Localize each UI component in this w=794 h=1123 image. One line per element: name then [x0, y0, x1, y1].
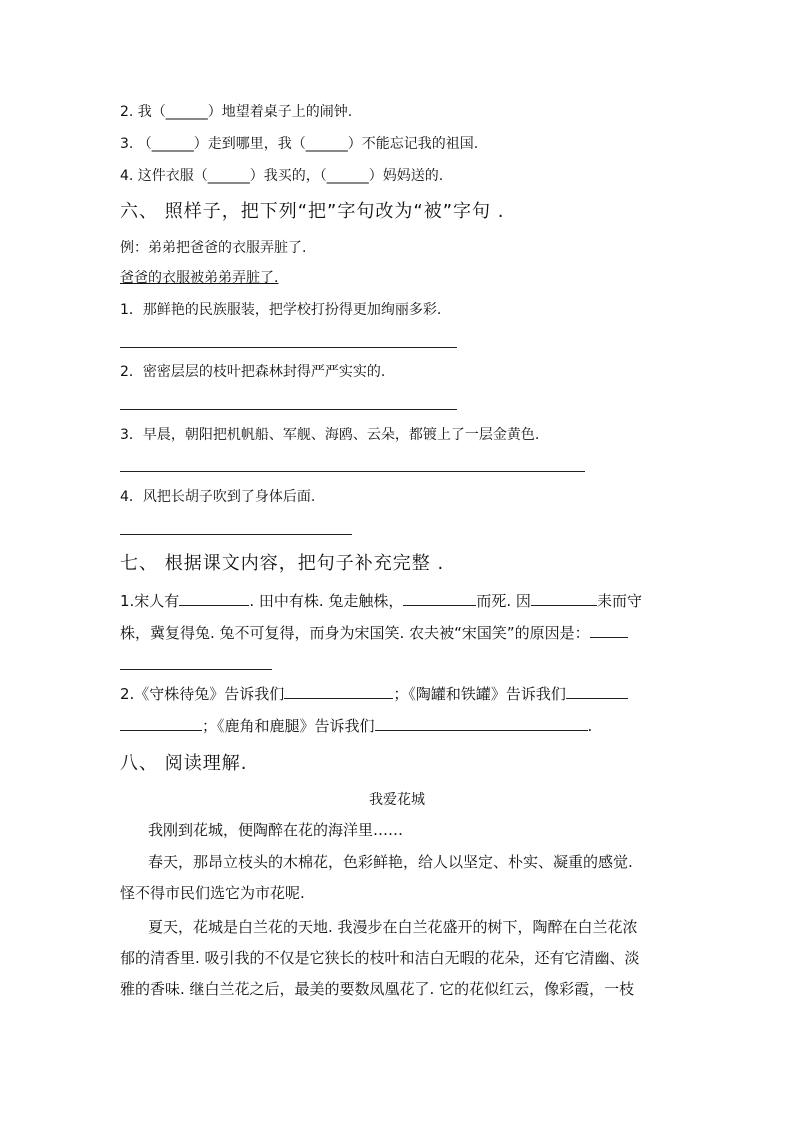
passage-title: 我爱花城 [369, 792, 425, 808]
fill-blank-q3: 3. （______）走到哪里，我（______）不能忘记我的祖国. [120, 136, 479, 152]
section7-heading: 七、 根据课文内容，把句子补充完整 . [120, 553, 445, 574]
blank[interactable] [403, 591, 476, 606]
section6-item-2: 2．密密层层的枝叶把森林封得严严实实的. [120, 364, 386, 380]
blank[interactable] [531, 591, 597, 606]
section6-item-3: 3．早晨，朝阳把机帆船、军舰、海鸥、云朵，都镀上了一层金黄色. [120, 427, 540, 443]
answer-line-2[interactable] [120, 409, 457, 410]
text: 而死. 因 [476, 592, 531, 610]
blank[interactable] [590, 623, 628, 638]
text: . [587, 717, 593, 735]
section6-heading: 六、 照样子，把下列“把”字句改为“被”字句 . [120, 201, 505, 222]
text: 耒而守 [596, 592, 642, 610]
text: 2.《守株待兔》告诉我们 [120, 685, 285, 703]
text: . 田中有株. 兔走触株， [249, 592, 404, 610]
section8-heading: 八、 阅读理解. [120, 753, 248, 774]
passage-line-2: 春天，那昂立枝头的木棉花，色彩鲜艳，给人以坚定、朴实、凝重的感觉. [148, 853, 633, 871]
section6-example: 例：弟弟把爸爸的衣服弄脏了. [120, 240, 307, 256]
text: 株，冀复得兔. 兔不可复得，而身为宋国笑. 农夫被“宋国笑”的原因是： [120, 624, 590, 642]
section7-line-2 [120, 623, 628, 643]
section7-line-5 [120, 716, 592, 736]
answer-line-s7-1[interactable] [120, 669, 272, 670]
blank[interactable] [566, 684, 628, 699]
section6-item-1: 1．那鲜艳的民族服装，把学校打扮得更加绚丽多彩. [120, 302, 442, 318]
passage-line-4: 夏天，花城是白兰花的天地. 我漫步在白兰花盛开的树下，陶醉在白兰花浓 [148, 918, 638, 936]
text: ；《鹿角和鹿腿》告诉我们 [202, 717, 375, 735]
section7-line-4 [120, 684, 628, 704]
fill-blank-q2: 2. 我（______）地望着桌子上的闹钟. [120, 104, 353, 120]
passage-line-1: 我刚到花城，便陶醉在花的海洋里…… [148, 821, 404, 839]
blank[interactable] [179, 591, 249, 606]
answer-line-4[interactable] [120, 534, 352, 535]
fill-blank-q4: 4. 这件衣服（______）我买的，（______）妈妈送的. [120, 168, 444, 184]
blank[interactable] [375, 716, 588, 731]
text: ；《陶罐和铁罐》告诉我们 [393, 685, 566, 703]
blank[interactable] [120, 716, 202, 731]
section7-line-1 [120, 591, 642, 611]
passage-line-3: 怪不得市民们选它为市花呢. [120, 884, 305, 902]
answer-line-1[interactable] [120, 347, 457, 348]
answer-line-3[interactable] [120, 471, 585, 472]
passage-line-5: 郁的清香里. 吸引我的不仅是它狭长的枝叶和洁白无暇的花朵，还有它清幽、淡 [120, 949, 640, 967]
section6-item-4: 4．风把长胡子吹到了身体后面. [120, 489, 316, 505]
passage-line-6: 雅的香味. 继白兰花之后，最美的要数凤凰花了. 它的花似红云，像彩霞，一枝 [120, 980, 635, 998]
blank[interactable] [284, 684, 393, 699]
section6-example-answer: 爸爸的衣服被弟弟弄脏了. [120, 270, 279, 286]
text: 1.宋人有 [120, 592, 180, 610]
